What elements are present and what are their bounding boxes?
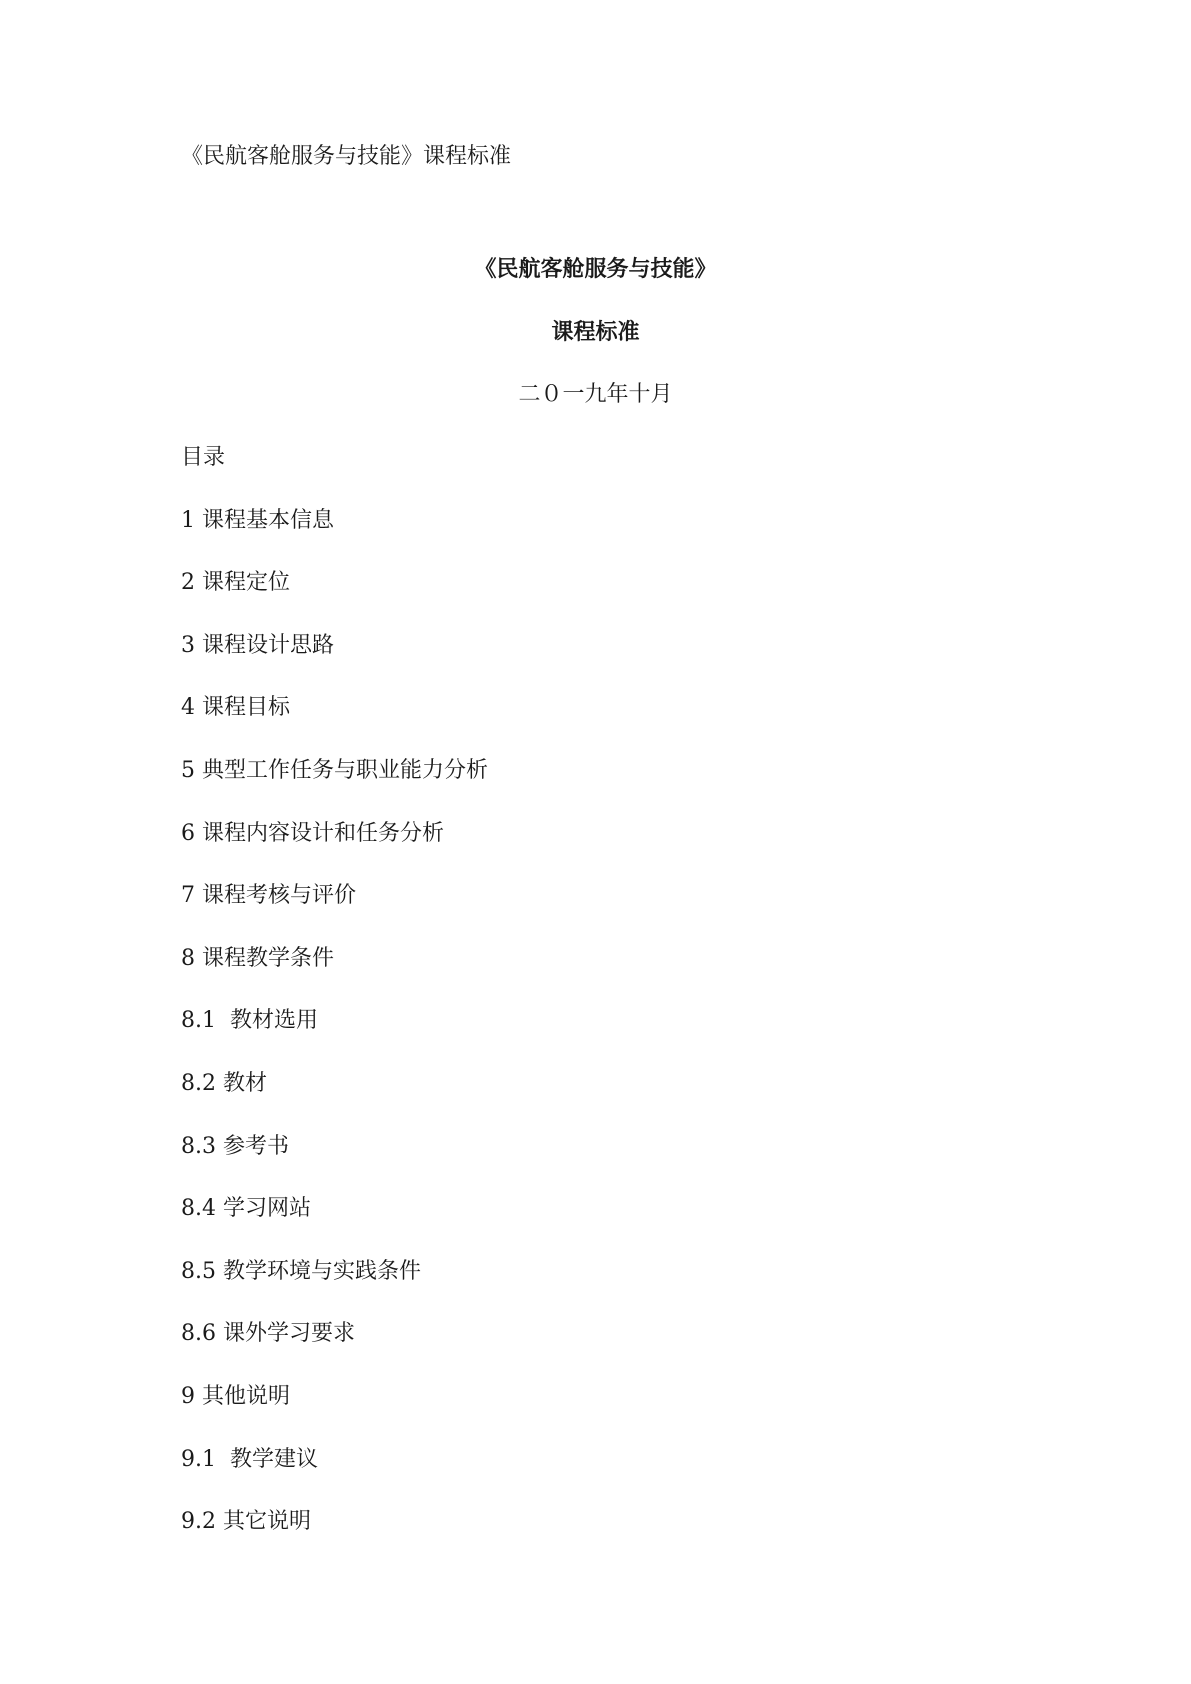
toc-item-8-5[interactable]: 8.5 教学环境与实践条件 (181, 1258, 421, 1284)
toc-item-3[interactable]: 3 课程设计思路 (181, 632, 334, 658)
document-header: 《民航客舱服务与技能》课程标准 (181, 144, 512, 169)
toc-item-2[interactable]: 2 课程定位 (181, 570, 290, 596)
toc-item-1[interactable]: 1 课程基本信息 (181, 507, 334, 533)
toc-heading: 目录 (181, 445, 226, 470)
toc-item-5[interactable]: 5 典型工作任务与职业能力分析 (181, 757, 488, 783)
toc-item-9-2[interactable]: 9.2 其它说明 (181, 1509, 311, 1535)
toc-item-8-3[interactable]: 8.3 参考书 (181, 1133, 289, 1159)
toc-item-8-6[interactable]: 8.6 课外学习要求 (181, 1321, 355, 1347)
document-subtitle: 课程标准 (551, 320, 640, 345)
toc-item-4[interactable]: 4 课程目标 (181, 695, 290, 721)
toc-item-9-1[interactable]: 9.1 教学建议 (181, 1446, 318, 1472)
toc-item-8[interactable]: 8 课程教学条件 (181, 945, 334, 971)
toc-item-7[interactable]: 7 课程考核与评价 (181, 883, 356, 909)
toc-item-8-2[interactable]: 8.2 教材 (181, 1070, 267, 1096)
table-of-contents (181, 443, 488, 1570)
document-title: 《民航客舱服务与技能》 (474, 257, 717, 282)
toc-item-8-1[interactable]: 8.1 教材选用 (181, 1008, 318, 1034)
toc-item-8-4[interactable]: 8.4 学习网站 (181, 1196, 311, 1222)
toc-item-6[interactable]: 6 课程内容设计和任务分析 (181, 820, 444, 846)
document-date: 二０一九年十月 (518, 382, 673, 407)
toc-item-9[interactable]: 9 其他说明 (181, 1383, 290, 1409)
